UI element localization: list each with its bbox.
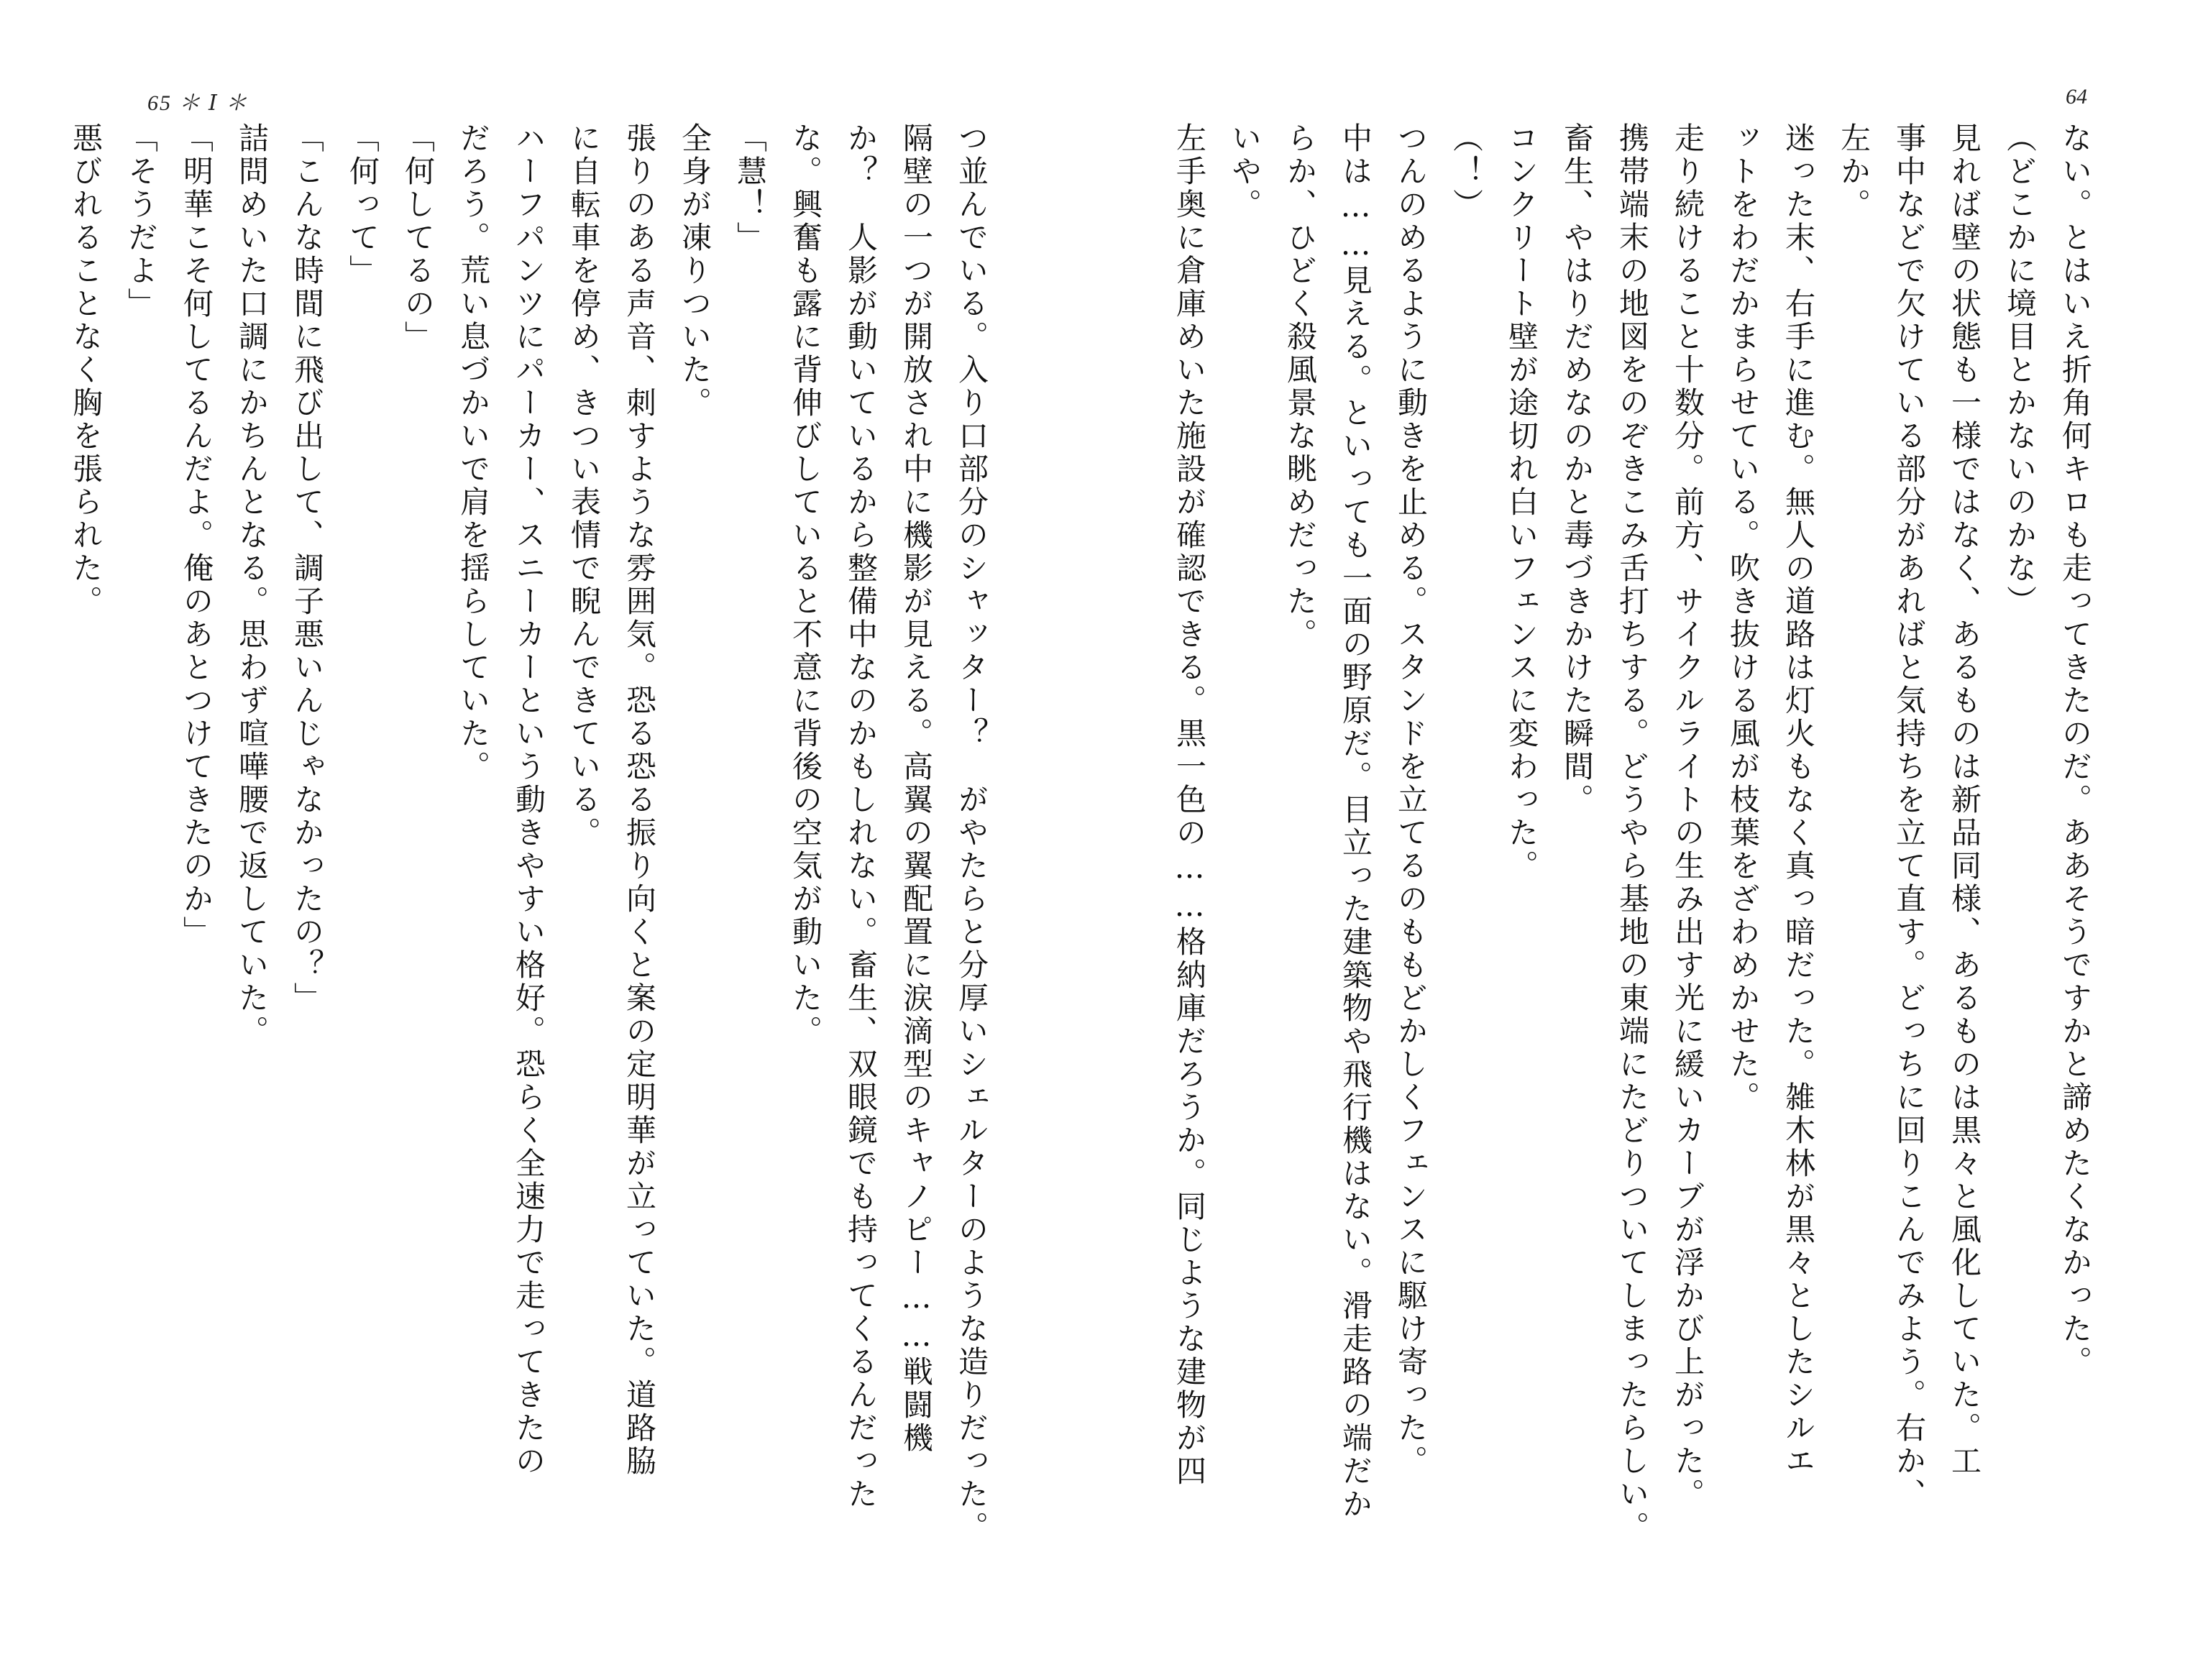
text-line: 隔壁の一つが開放され中に機影が見える。高翼の翼配置に涙滴型のキャノピー……戦闘機 xyxy=(899,122,934,1455)
text-line: つ並んでいる。入り口部分のシャッター？ がやたらと分厚いシェルターのような造りだった。 xyxy=(954,122,989,1544)
text-line: 「何って」 xyxy=(345,122,380,288)
text-line: か？ 人影が動いているから整備中なのかもしれない。畜生、双眼鏡でも持ってくるんだった xyxy=(843,122,879,1511)
left-page-number-header: 65 ＊ Ⅰ ＊ xyxy=(147,91,249,115)
text-line: 詰問めいた口調にかちんとなる。思わず喧嘩腰で返していた。 xyxy=(234,122,270,1048)
text-line: ットをわだかまらせている。吹き抜ける風が枝葉をざわめかせた。 xyxy=(1726,122,1761,1114)
text-line: 左か。 xyxy=(1836,122,1872,221)
right-page-body xyxy=(1140,122,2097,1610)
text-line: に自転車を停め、きつい表情で睨んできている。 xyxy=(567,122,602,850)
text-line: らか、ひどく殺風景な眺めだった。 xyxy=(1283,122,1318,651)
right-page-number: 64 xyxy=(2066,85,2087,109)
text-line: いや。 xyxy=(1227,122,1263,221)
text-line: コンクリート壁が途切れ白いフェンスに変わった。 xyxy=(1504,122,1539,883)
text-line: 全身が凍りついた。 xyxy=(677,122,713,420)
text-line: （！） xyxy=(1449,122,1484,221)
text-line: 走り続けること十数分。前方、サイクルライトの生み出す光に緩いカーブが浮かび上がった。 xyxy=(1670,122,1705,1511)
text-line: 「そうだよ」 xyxy=(124,122,159,321)
left-page-body xyxy=(68,122,993,1610)
text-line: 迷った末、右手に進む。無人の道路は灯火もなく真っ暗だった。雑木林が黒々としたシルエ xyxy=(1781,122,1816,1478)
text-line: 「こんな時間に飛び出して、調子悪いんじゃなかったの？」 xyxy=(290,122,325,1015)
text-line: 畜生、やはりだめなのかと毒づきかけた瞬間。 xyxy=(1559,122,1595,817)
text-line: 悪びれることなく胸を張られた。 xyxy=(68,122,104,618)
text-line: だろう。荒い息づかいで肩を揺らしていた。 xyxy=(456,122,491,784)
text-line: 事中などで欠けている部分があればと気持ちを立て直す。どっちに回りこんでみよう。右か、 xyxy=(1892,122,1927,1511)
text-line: 中は……見える。といっても一面の野原だ。目立った建築物や飛行機はない。滑走路の端だか xyxy=(1338,122,1373,1521)
text-line: 左手奥に倉庫めいた施設が確認できる。黒一色の……格納庫だろうか。同じような建物が四 xyxy=(1172,122,1207,1488)
text-line: 「何してるの」 xyxy=(400,122,436,354)
text-line: ない。とはいえ折角何キロも走ってきたのだ。ああそうですかと諦めたくなかった。 xyxy=(2058,122,2093,1379)
text-line: 携帯端末の地図をのぞきこみ舌打ちする。どうやら基地の東端にたどりついてしまったらしい。 xyxy=(1615,122,1650,1544)
text-line: 見れば壁の状態も一様ではなく、あるものは新品同様、あるものは黒々と風化していた。工 xyxy=(1947,122,1982,1478)
text-line: 「明華こそ何してるんだよ。俺のあとつけてきたのか」 xyxy=(179,122,214,949)
text-line: 「慧！」 xyxy=(733,122,768,254)
text-line: 張りのある声音、刺すような雰囲気。恐る恐る振り向くと案の定明華が立っていた。道路脇 xyxy=(622,122,657,1478)
text-line: な。興奮も露に背伸びしていると不意に背後の空気が動いた。 xyxy=(788,122,823,1048)
text-line: （どこかに境目とかないのかな） xyxy=(2002,122,2038,618)
text-line: ハーフパンツにパーカー、スニーカーという動きやすい格好。恐らく全速力で走ってきたの xyxy=(511,122,546,1478)
text-line: つんのめるように動きを止める。スタンドを立てるのももどかしくフェンスに駆け寄った。 xyxy=(1393,122,1429,1478)
